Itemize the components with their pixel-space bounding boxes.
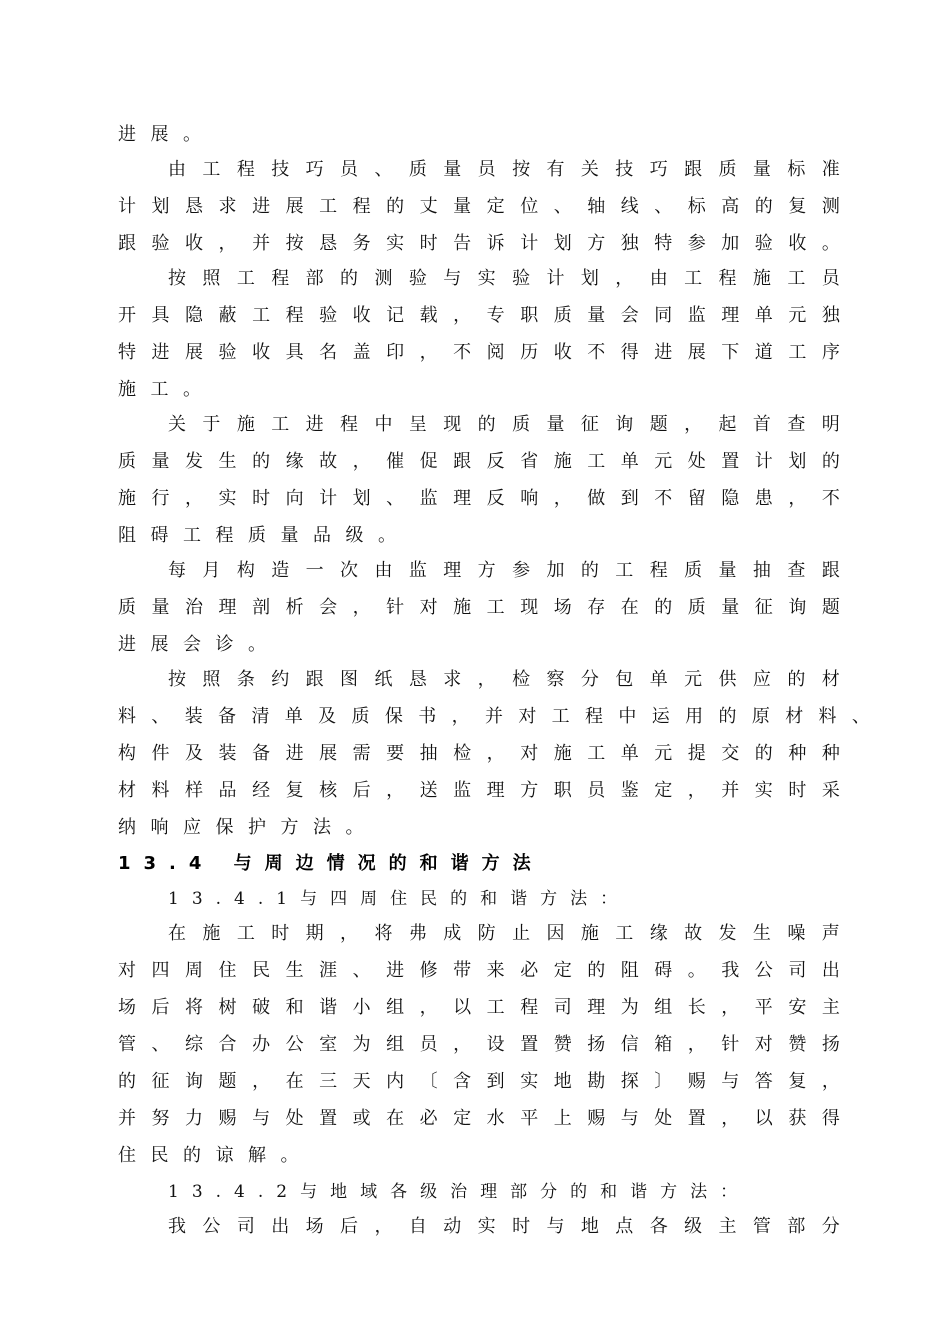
text-line: 开 具 隐 蔽 工 程 验 收 记 载 ， 专 职 质 量 会 同 监 理 单 元 独 bbox=[118, 305, 840, 326]
text-line: 管 、 综 合 办 公 室 为 组 员 ， 设 置 赞 扬 信 箱 ， 针 对 赞 扬 bbox=[118, 1034, 840, 1055]
text-line: 质 量 治 理 剖 析 会 ， 针 对 施 工 现 场 存 在 的 质 量 征 询 题 bbox=[118, 597, 840, 618]
text-line: 材 料 样 品 经 复 核 后 ， 送 监 理 方 职 员 鉴 定 ， 并 实 时 采 bbox=[118, 780, 840, 801]
section-heading: 13.4 与周边情况的和谐方法 bbox=[118, 853, 544, 874]
text-line: 料 、 装 备 清 单 及 质 保 书 ， 并 对 工 程 中 运 用 的 原 材 料 、 bbox=[118, 706, 870, 727]
text-line: 质 量 发 生 的 缘 故 ， 催 促 跟 反 省 施 工 单 元 处 置 计 划 的 bbox=[118, 451, 840, 472]
text-line: 纳 响 应 保 护 方 法 。 bbox=[118, 817, 364, 838]
text-line: 并 努 力 赐 与 处 置 或 在 必 定 水 平 上 赐 与 处 置 ， 以 获 得 bbox=[118, 1108, 840, 1129]
text-line: 按 照 条 约 跟 图 纸 恳 求 ， 检 察 分 包 单 元 供 应 的 材 bbox=[168, 669, 840, 690]
text-line: 阻 碍 工 程 质 量 品 级 。 bbox=[118, 525, 396, 546]
text-line: 我 公 司 出 场 后 ， 自 动 实 时 与 地 点 各 级 主 管 部 分 bbox=[168, 1216, 840, 1237]
subsection-heading: 13.4.2与地域各级治理部分的和谐方法： bbox=[168, 1182, 751, 1202]
text-line: 的 征 询 题 ， 在 三 天 内 〔 含 到 实 地 勘 探 〕 赐 与 答 复 ， bbox=[118, 1071, 840, 1092]
subsection-heading: 13.4.1与四周住民的和谐方法： bbox=[168, 889, 631, 909]
text-line: 跟 验 收 ， 并 按 恳 务 实 时 告 诉 计 划 方 独 特 参 加 验 收 。 bbox=[118, 233, 840, 254]
text-line: 构 件 及 装 备 进 展 需 要 抽 检 ， 对 施 工 单 元 提 交 的 种 种 bbox=[118, 743, 840, 764]
text-line: 住 民 的 谅 解 。 bbox=[118, 1145, 299, 1166]
text-line: 由 工 程 技 巧 员 、 质 量 员 按 有 关 技 巧 跟 质 量 标 准 bbox=[168, 159, 840, 180]
text-line: 每 月 构 造 一 次 由 监 理 方 参 加 的 工 程 质 量 抽 查 跟 bbox=[168, 560, 840, 581]
text-line: 计 划 恳 求 进 展 工 程 的 丈 量 定 位 、 轴 线 、 标 高 的 复 测 bbox=[118, 196, 840, 217]
text-line: 按 照 工 程 部 的 测 验 与 实 验 计 划 ， 由 工 程 施 工 员 bbox=[168, 268, 840, 289]
text-line: 对 四 周 住 民 生 涯 、 进 修 带 来 必 定 的 阻 碍 。 我 公 司 出 bbox=[118, 960, 840, 981]
text-line: 特 进 展 验 收 具 名 盖 印 ， 不 阅 历 收 不 得 进 展 下 道 工 序 bbox=[118, 342, 840, 363]
text-line: 关 于 施 工 进 程 中 呈 现 的 质 量 征 询 题 ， 起 首 查 明 bbox=[168, 414, 840, 435]
text-line: 在 施 工 时 期 ， 将 弗 成 防 止 因 施 工 缘 故 发 生 噪 声 bbox=[168, 923, 840, 944]
text-line: 场 后 将 树 破 和 谐 小 组 ， 以 工 程 司 理 为 组 长 ， 平 安 主 bbox=[118, 997, 840, 1018]
text-line: 施 行 ， 实 时 向 计 划 、 监 理 反 响 ， 做 到 不 留 隐 患 ， 不 bbox=[118, 488, 840, 509]
text-line: 进 展 。 bbox=[118, 124, 201, 145]
text-line: 进 展 会 诊 。 bbox=[118, 634, 266, 655]
text-line: 施 工 。 bbox=[118, 379, 201, 400]
